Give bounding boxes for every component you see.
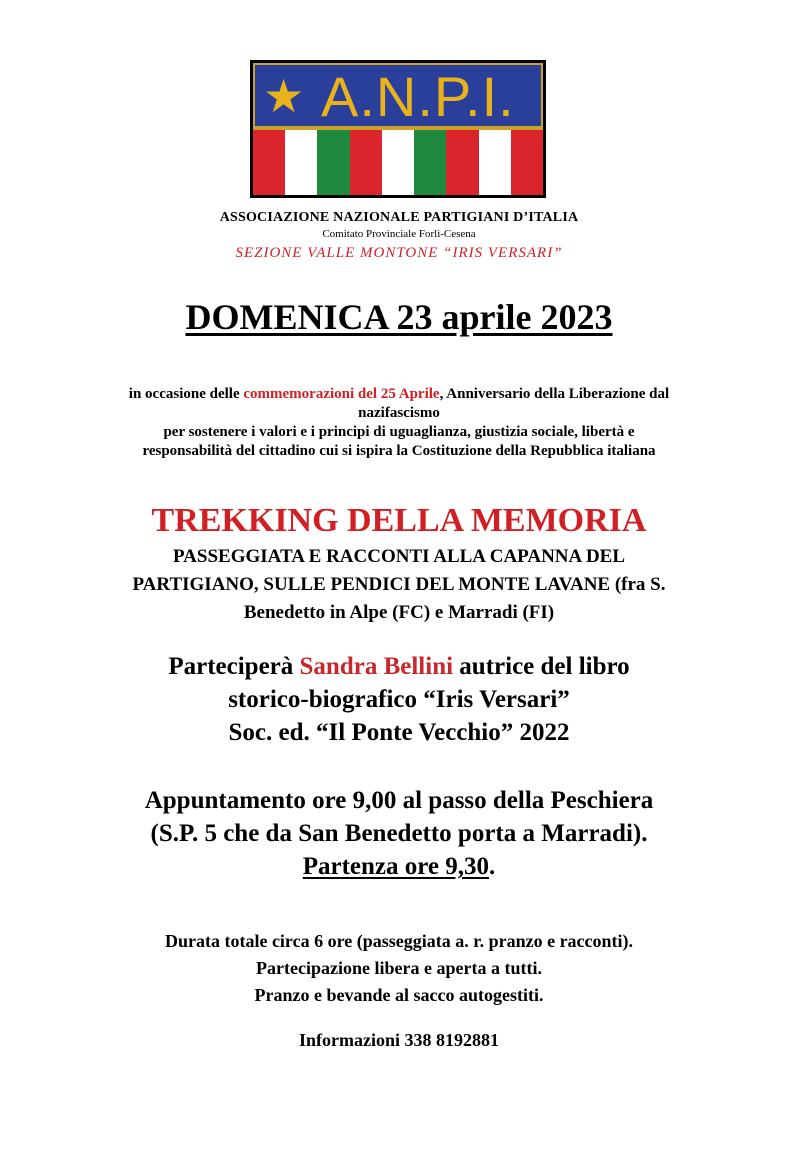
logo-acronym: A.N.P.I. (321, 65, 515, 128)
contact-info: Informazioni 338 8192881 (299, 1030, 499, 1050)
guest-paragraph (0, 650, 798, 749)
logo-blue-band (253, 63, 543, 128)
intro-line-2: nazifascismo (358, 405, 440, 421)
guest-line-1: Parteciperà Sandra Bellini autrice del libro (168, 653, 630, 680)
guest-line-3: Soc. ed. “Il Ponte Vecchio” 2022 (228, 719, 570, 746)
event-title: TREKKING DELLA MEMORIA (151, 502, 647, 539)
event-line-3: Benedetto in Alpe (FC) e Marradi (FI) (243, 602, 555, 623)
event-line-2: PARTIGIANO, SULLE PENDICI DEL MONTE LAVANE (fra S. (132, 574, 666, 595)
meeting-paragraph (0, 784, 798, 883)
flag-stripe-red (350, 130, 382, 195)
event-date: DOMENICA 23 aprile 2023 (185, 297, 613, 337)
intro-line-4: responsabilità del cittadino cui si ispira la Costituzione della Repubblica italiana (142, 443, 656, 459)
flag-stripe-white (382, 130, 414, 195)
intro-paragraph (0, 385, 798, 461)
event-line-1: PASSEGGIATA E RACCONTI ALLA CAPANNA DEL (172, 546, 626, 567)
flag-stripe-red (253, 130, 285, 195)
meeting-line-1: Appuntamento ore 9,00 al passo della Peschiera (144, 787, 654, 814)
details-line-3: Pranzo e bevande al sacco autogestiti. (254, 985, 544, 1005)
departure-line: Partenza ore 9,30. (302, 853, 496, 880)
departure-time: Partenza ore 9,30 (302, 853, 490, 880)
intro-line-1: in occasione delle commemorazioni del 25 Aprile, Anniversario della Liberazione dal (128, 386, 670, 402)
flag-stripe-green (317, 130, 349, 195)
flag-stripe-red (511, 130, 543, 195)
flag-stripe-white (479, 130, 511, 195)
meeting-line-2: (S.P. 5 che da San Benedetto porta a Marradi). (150, 820, 648, 847)
star-icon: ★ (263, 69, 305, 123)
flag-stripe-white (285, 130, 317, 195)
committee-name: Comitato Provinciale Forlì-Cesena (322, 228, 476, 240)
details-paragraph (0, 928, 798, 1009)
guest-name: Sandra Bellini (299, 653, 454, 680)
anpi-logo (250, 60, 546, 198)
section-name: SEZIONE VALLE MONTONE “IRIS VERSARI” (235, 245, 563, 261)
event-description (0, 543, 798, 627)
flag-stripe-red (446, 130, 478, 195)
commemoration-highlight: commemorazioni del 25 Aprile (243, 386, 440, 402)
flag-stripe-green (414, 130, 446, 195)
association-name: ASSOCIAZIONE NAZIONALE PARTIGIANI D’ITALIA (219, 210, 579, 225)
details-line-1: Durata totale circa 6 ore (passeggiata a. r. pranzo e racconti). (164, 931, 634, 951)
intro-line-3: per sostenere i valori e i principi di uguaglianza, giustizia sociale, libertà e (163, 424, 635, 440)
details-line-2: Partecipazione libera e aperta a tutti. (256, 958, 542, 978)
logo-flag-stripes (253, 130, 543, 195)
guest-line-2: storico-biografico “Iris Versari” (228, 686, 570, 713)
